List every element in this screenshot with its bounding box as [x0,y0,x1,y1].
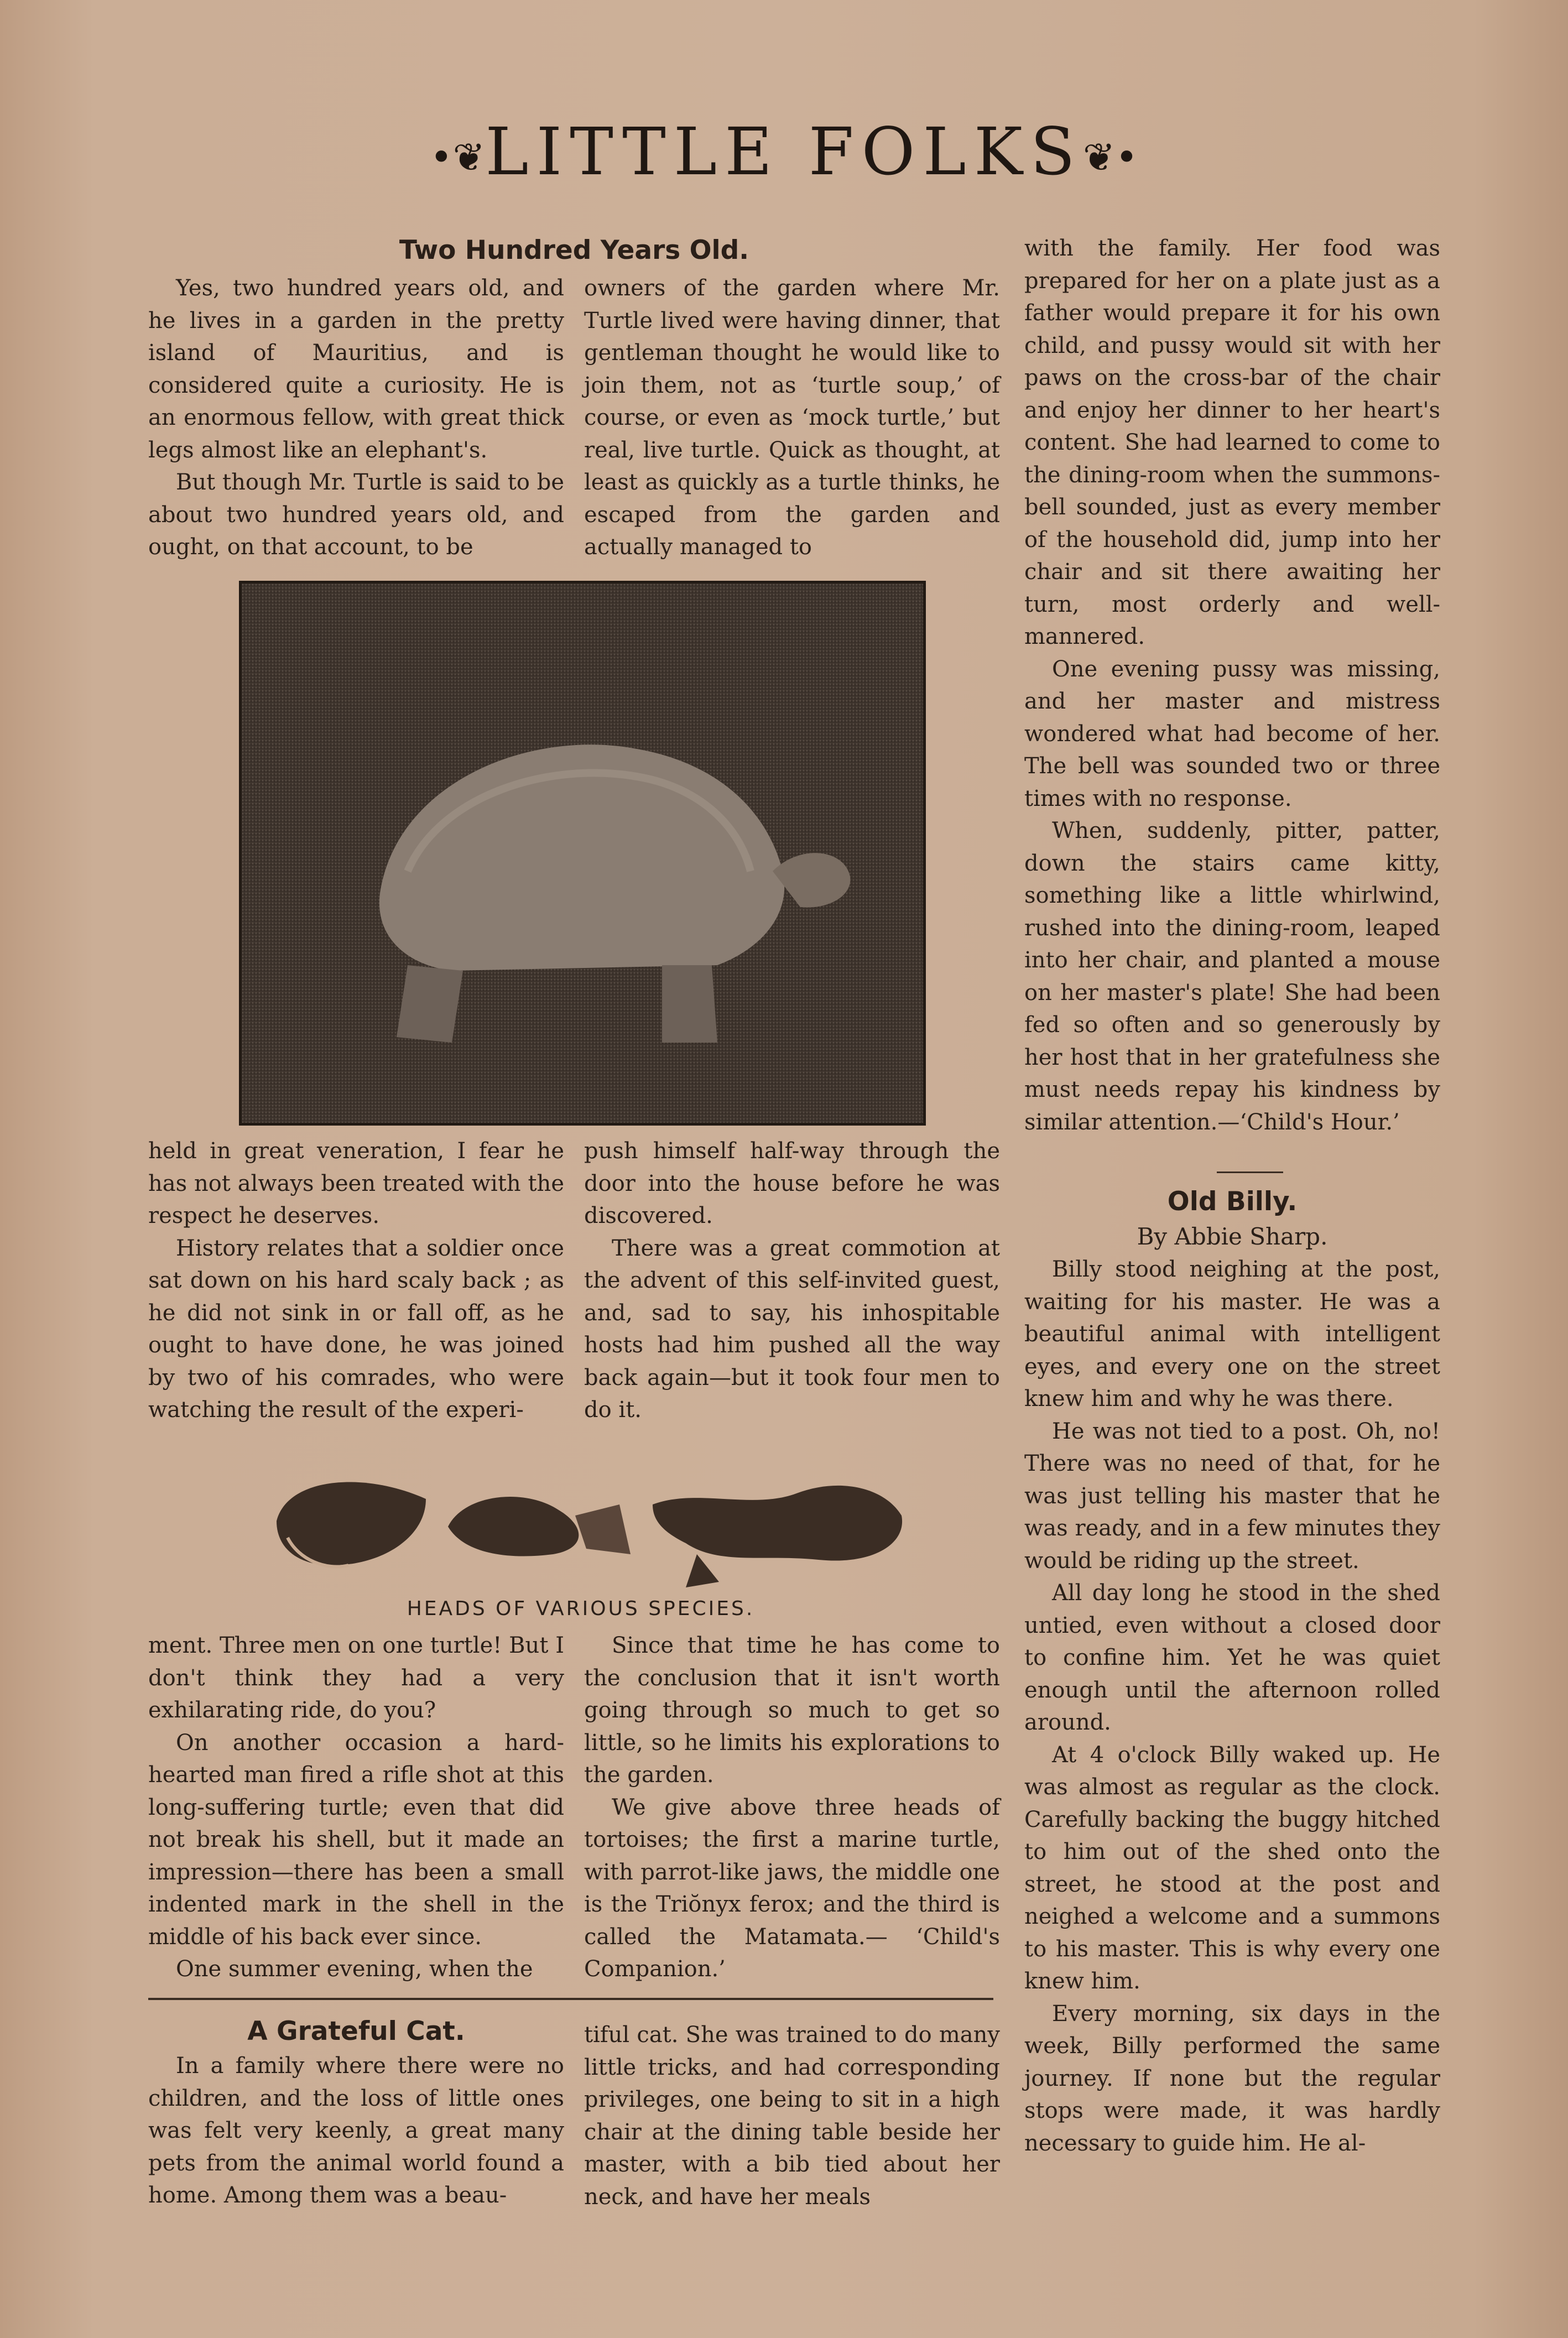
article3-column [1024,1184,1440,2159]
article1-col1-top [148,232,749,564]
article1-col1-mid [148,1135,564,1426]
marine-turtle-head [277,1482,426,1566]
article1-col2-bot [584,1629,1000,1986]
paragraph: held in great veneration, I fear he has not always been treated with the respect he deserves. [148,1138,564,1228]
tortoise-heads-illustration [265,1455,918,1598]
trionyx-head [448,1497,631,1556]
paragraph: Since that time he has come to the conclusion that it isn't worth going through so much to get so little, so he limits his explorations to the garden. [584,1633,1000,1788]
paragraph: At 4 o'clock Billy waked up. He was almost as regular as the clock. Carefully backing the buggy hitched to him out of the shed onto the street, he stood at the post and neighed a welcome and a summons to his master. This is why every one knew him. [1024,1742,1440,1994]
paragraph: ment. Three men on one turtle! But I don't think they had a very exhilarating ride, do you? [148,1633,564,1723]
paragraph: When, suddenly, pitter, patter, down the stairs came kitty, something like a little whirlwind, rushed into the dining-room, leaped into her chair, and planted a mouse on her master's plate! She had been fed so often and so generously by her host that in her gratefulness she must needs repay his kindness by similar attention.—‘Child's Hour.’ [1024,818,1440,1135]
article1-col2-top [584,272,1000,564]
paragraph: owners of the garden where Mr. Turtle lived were having dinner, that gentleman thought he would like to join them, not as ‘turtle soup,’ of course, or even as ‘mock turtle,’ but real, live turtle. Quick as thought, at least as quickly as a turtle thinks, he escaped from the garden and actually managed to [584,275,1000,560]
masthead [0,113,1568,190]
tortoise-photo [239,581,926,1126]
right-ornament: ❦• [1082,134,1138,180]
article-separator [1217,1171,1283,1173]
article2-col1 [148,2013,564,2212]
article1-col1-bot [148,1629,564,1986]
paragraph: All day long he stood in the shed untied, even without a closed door to confine him. Yet he was quiet enough until the afternoon rolled around. [1024,1580,1440,1735]
article2-col3 [1024,232,1440,1138]
article1-col2-mid [584,1135,1000,1426]
article3-title: Old Billy. [1167,1186,1298,1217]
paragraph: There was a great commotion at the advent of this self-invited guest, and, sad to say, his inhospitable hosts had him pushed all the way back again—but it took four men to do it. [584,1235,1000,1423]
paragraph: We give above three heads of tortoises; the first a marine turtle, with parrot-like jaws, the middle one is the Triŏnyx ferox; and the third is called the Matamata.— ‘Child's Companion.’ [584,1794,1000,1982]
paragraph: with the family. Her food was prepared for her on a plate just as a father would prepare it for his own child, and pussy would sit with her paws on the cross-bar of the chair and enjoy her dinner to her heart's content. She had learned to come to the dining-room when the summons-bell sounded, just as every member of the household did, jump into her chair and sit there awaiting her turn, most orderly and well-mannered. [1024,236,1440,649]
article2-title: A Grateful Cat. [247,2016,465,2047]
paragraph: But though Mr. Turtle is said to be about two hundred years old, and ought, on that account, to be [148,470,564,560]
article3-byline: By Abbie Sharp. [1137,1223,1328,1250]
article1-title: Two Hundred Years Old. [399,235,749,265]
paragraph: Billy stood neighing at the post, waiting for his master. He was a beautiful animal with intelligent eyes, and every one on the street knew him and why he was there. [1024,1257,1440,1412]
paragraph: tiful cat. She was trained to do many little tricks, and had corresponding privileges, one being to sit in a high chair at the dining table beside her master, with a bib tied about her neck, and have her meals [584,2022,1000,2210]
paragraph: On another occasion a hard-hearted man fired a rifle shot at this long-suffering turtle; even that did not break his shell, but it made an impression—there has been a small indented mark in the shell in the middle of his back ever since. [148,1730,564,1950]
tortoise-image [242,584,923,1123]
paragraph: He was not tied to a post. Oh, no! There was no need of that, for he was just telling his master that he was ready, and in a few minutes they would be riding up the street. [1024,1418,1440,1574]
left-ornament: •❦ [430,134,486,180]
paragraph: One summer evening, when the [176,1956,533,1982]
paragraph: Yes, two hundred years old, and he lives in a garden in the pretty island of Mauritius, and is considered quite a curiosity. He is an enormous fellow, with great thick legs almost like an elephant's. [148,275,564,463]
section-divider [148,1998,993,2000]
paragraph: push himself half-way through the door into the house before he was discovered. [584,1138,1000,1228]
paragraph: One evening pussy was missing, and her master and mistress wondered what had become of her. The bell was sounded two or three times with no response. [1024,656,1440,811]
matamata-head [653,1486,902,1587]
article2-col2 [584,2019,1000,2213]
paragraph: In a family where there were no children, and the loss of little ones was felt very keenly, a great many pets from the animal world found a home. Among them was a beau- [148,2053,564,2208]
masthead-title: LITTLE FOLKS [485,113,1083,190]
figure-caption: HEADS OF VARIOUS SPECIES. [407,1597,755,1620]
paragraph: History relates that a soldier once sat down on his hard scaly back ; as he did not sink in or fall off, as he ought to have done, he was joined by two of his comrades, who were watching the result of the experi- [148,1235,564,1423]
paragraph: Every morning, six days in the week, Billy performed the same journey. If none but the regular stops were made, it was hardly necessary to guide him. He al- [1024,2001,1440,2156]
